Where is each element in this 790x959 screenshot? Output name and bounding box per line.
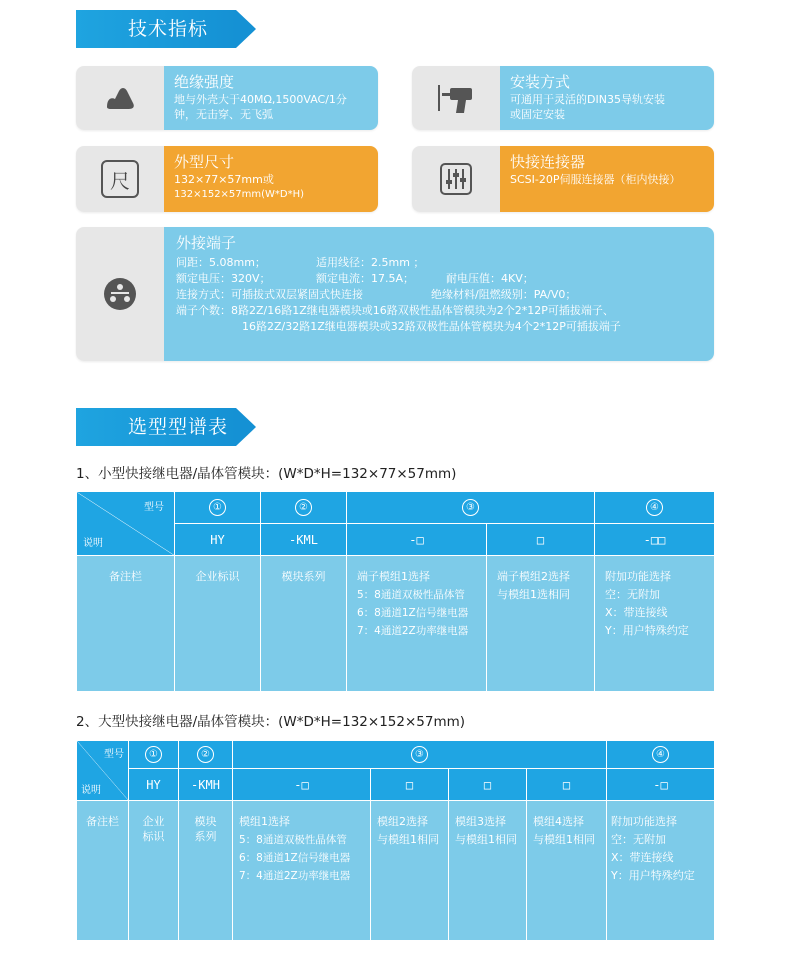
code-cell: -□□ (595, 524, 715, 556)
terminal-wire: 适用线径：2.5mm ； (316, 256, 425, 269)
desc-cell (175, 556, 261, 692)
insulation-icon-box (76, 66, 164, 130)
terminal-connection: 连接方式：可插拔式双层紧固式快连接 (176, 288, 363, 301)
code-cell: -KML (261, 524, 347, 556)
desc-text: 5：8通道双极性晶体管 (357, 589, 465, 601)
terminal-title: 外接端子 (176, 234, 237, 252)
connector-line: SCSI-20P伺服连接器（柜内快接） (510, 173, 681, 186)
desc-text: 系列 (194, 830, 217, 843)
desc-cell (487, 556, 595, 692)
size-line: 132×77×57mm或 (174, 173, 274, 186)
table1-heading: 1、小型快接继电器/晶体管模块：(W*D*H=132×77×57mm) (76, 466, 457, 482)
terminal-current: 额定电流：17.5A； (316, 272, 415, 285)
code-cell: -□ (233, 769, 371, 801)
desc-text: 模块 (194, 815, 217, 828)
insulation-line: 钟，无击穿、无飞弧 (174, 108, 273, 121)
install-icon-box (412, 66, 500, 130)
col-number-badge: ② (197, 746, 214, 763)
remark-text: 备注栏 (109, 570, 142, 583)
code-cell: HY (129, 769, 179, 801)
desc-text: 模组2选择 (377, 815, 428, 828)
code-cell: HY (175, 524, 261, 556)
terminal-row (176, 287, 702, 303)
desc-text: 空：无附加 (605, 588, 660, 601)
size-icon-box (76, 146, 164, 212)
desc-text: 与模组1相同 (533, 833, 595, 846)
code-cell: -KMH (179, 769, 233, 801)
desc-label: 说明 (83, 538, 103, 549)
selection-table-small (76, 491, 715, 692)
terminal-insulation: 绝缘材料/阻燃级别：PA/V0； (431, 288, 577, 301)
code-cell: □ (371, 769, 449, 801)
card-insulation (76, 66, 378, 130)
desc-text: X：带连接线 (605, 606, 668, 619)
sliders-icon (440, 163, 472, 195)
col-number (261, 492, 347, 524)
col-number (175, 492, 261, 524)
desc-text: 标识 (142, 830, 165, 843)
desc-text: 与模组1相同 (455, 833, 517, 846)
desc-text: Y：用户特殊约定 (611, 869, 695, 882)
header-corner (77, 741, 129, 801)
desc-text: 企业标识 (195, 570, 240, 583)
terminal-icon-box (76, 227, 164, 361)
connector-title: 快接连接器 (510, 153, 586, 171)
col-number-badge: ③ (411, 746, 428, 763)
col-number-badge: ① (145, 746, 162, 763)
section-title: 技术指标 (128, 18, 209, 40)
code-cell: □ (527, 769, 607, 801)
col-number (347, 492, 595, 524)
code-cell: -□ (607, 769, 715, 801)
col-number-badge: ④ (652, 746, 669, 763)
ruler-char: 尺 (110, 168, 130, 193)
insulation-title: 绝缘强度 (174, 73, 235, 91)
desc-text: 7：4通道2Z功率继电器 (357, 625, 469, 637)
desc-cell (261, 556, 347, 692)
col-number-badge: ① (209, 499, 226, 516)
remark-label (77, 801, 129, 941)
size-line: 132×152×57mm(W*D*H) (174, 189, 305, 200)
col-number-badge: ② (295, 499, 312, 516)
terminal-row (176, 255, 702, 271)
col-number (233, 741, 607, 769)
desc-cell (347, 556, 487, 692)
desc-text: 端子模组1选择 (357, 570, 430, 583)
terminal-withstand: 耐电压值：4KV； (446, 272, 534, 285)
terminal-count-cont: 16路2Z/32路1Z继电器模块或32路双极性晶体管模块为4个2*12P可插拔端子 (242, 320, 621, 333)
desc-text: 空：无附加 (611, 833, 666, 846)
section-title: 选型型谱表 (128, 416, 229, 438)
desc-cell (607, 801, 715, 941)
card-size (76, 146, 378, 212)
model-label: 型号 (144, 502, 164, 513)
section-banner-selection (76, 408, 236, 446)
code-cell: □ (449, 769, 527, 801)
desc-text: 附加功能选择 (611, 815, 677, 828)
install-title: 安装方式 (510, 73, 571, 91)
col-number-badge: ③ (462, 499, 479, 516)
model-label: 型号 (104, 749, 124, 760)
terminal-row (176, 303, 702, 319)
insulation-line: 地与外壳大于40MΩ,1500VAC/1分 (174, 93, 347, 106)
insulation-icon (103, 85, 137, 111)
install-line: 可通用于灵活的DIN35导轨安装 (510, 93, 665, 106)
col-number (595, 492, 715, 524)
card-connector (412, 146, 714, 212)
remark-label (77, 556, 175, 692)
col-number-badge: ④ (646, 499, 663, 516)
desc-cell (129, 801, 179, 941)
desc-text: 6：8通道1Z信号继电器 (357, 607, 469, 619)
desc-cell (371, 801, 449, 941)
card-install (412, 66, 714, 130)
code-cell: -□ (347, 524, 487, 556)
desc-cell (527, 801, 607, 941)
remark-text: 备注栏 (86, 815, 119, 828)
desc-text: 6：8通道1Z信号继电器 (239, 852, 351, 864)
col-number (607, 741, 715, 769)
desc-text: 附加功能选择 (605, 570, 671, 583)
desc-cell (179, 801, 233, 941)
terminal-voltage: 额定电压：320V； (176, 272, 271, 285)
table2-heading: 2、大型快接继电器/晶体管模块：(W*D*H=132×152×57mm) (76, 714, 466, 730)
desc-text: 模组3选择 (455, 815, 506, 828)
col-number (129, 741, 179, 769)
drill-icon (436, 81, 476, 115)
desc-text: 模块系列 (281, 570, 326, 583)
size-title: 外型尺寸 (174, 153, 235, 171)
desc-text: 与模组1选相同 (497, 588, 570, 601)
terminal-icon (102, 276, 138, 312)
desc-text: 5：8通道双极性晶体管 (239, 834, 347, 846)
desc-text: 模组4选择 (533, 815, 584, 828)
install-line: 或固定安装 (510, 108, 565, 121)
desc-text: X：带连接线 (611, 851, 674, 864)
terminal-row (176, 319, 702, 335)
desc-cell (233, 801, 371, 941)
desc-text: 端子模组2选择 (497, 570, 570, 583)
desc-text: 企业 (142, 815, 165, 828)
terminal-spacing: 间距：5.08mm； (176, 256, 266, 269)
card-terminal (76, 227, 714, 361)
desc-text: 7：4通道2Z功率继电器 (239, 870, 351, 882)
section-banner-tech-specs (76, 10, 236, 48)
terminal-row (176, 271, 702, 287)
header-corner (77, 492, 175, 556)
selection-table-large (76, 740, 715, 941)
desc-text: 模组1选择 (239, 815, 290, 828)
ruler-char-icon (101, 160, 139, 198)
desc-cell (595, 556, 715, 692)
connector-icon-box (412, 146, 500, 212)
desc-cell (449, 801, 527, 941)
desc-label: 说明 (81, 785, 101, 796)
desc-text: Y：用户特殊约定 (605, 624, 689, 637)
code-cell: □ (487, 524, 595, 556)
terminal-count: 端子个数：8路2Z/16路1Z继电器模块或16路双极性晶体管模块为2个2*12P可插拔端子、 (176, 304, 614, 317)
col-number (179, 741, 233, 769)
desc-text: 与模组1相同 (377, 833, 439, 846)
